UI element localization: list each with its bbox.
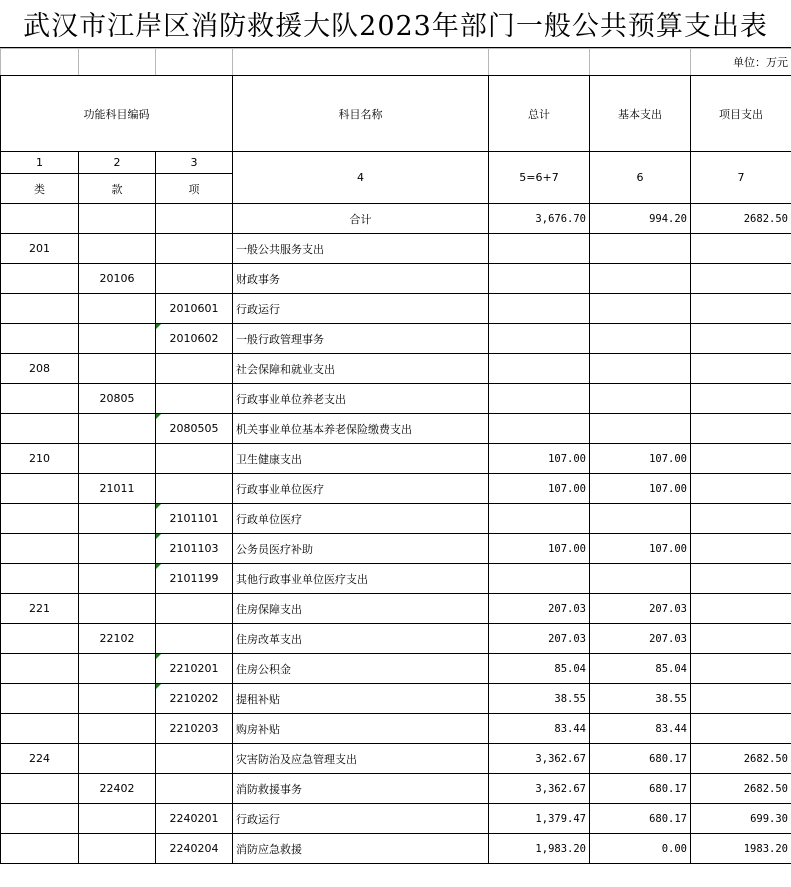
page-title: 武汉市江岸区消防救援大队2023年部门一般公共预算支出表 [23, 11, 768, 42]
cell-lei: 210 [1, 444, 79, 474]
table-row [1, 624, 791, 654]
table-row [1, 804, 791, 834]
cell-total: 207.03 [489, 624, 590, 654]
cell-lei [1, 534, 79, 564]
cell-xiang [156, 774, 233, 804]
cell-total [489, 354, 590, 384]
cell-kuan [79, 654, 156, 684]
header-basic: 基本支出 [590, 76, 691, 152]
cell-name: 消防救援事务 [233, 774, 489, 804]
cell-kuan [79, 534, 156, 564]
cell-comment-marker [156, 414, 161, 419]
cell-basic: 107.00 [590, 474, 691, 504]
header-project: 项目支出 [691, 76, 791, 152]
cell-name: 社会保障和就业支出 [233, 354, 489, 384]
cell-comment-marker [156, 324, 161, 329]
header-xiang: 项 [156, 174, 233, 204]
header-number-row [1, 152, 791, 174]
header-code-group: 功能科目编码 [1, 76, 233, 152]
cell-name: 行政事业单位养老支出 [233, 384, 489, 414]
cell-project [691, 654, 791, 684]
table-row [1, 474, 791, 504]
cell-basic [590, 354, 691, 384]
header-name: 科目名称 [233, 76, 489, 152]
table-row [1, 744, 791, 774]
cell-basic [590, 564, 691, 594]
cell-comment-marker [156, 564, 161, 569]
table-row [1, 714, 791, 744]
summary-lei [1, 204, 79, 234]
header-kuan: 款 [79, 174, 156, 204]
cell-kuan: 22102 [79, 624, 156, 654]
table-row [1, 414, 791, 444]
cell-name: 公务员医疗补助 [233, 534, 489, 564]
cell-name: 住房公积金 [233, 654, 489, 684]
table-row [1, 564, 791, 594]
cell-xiang: 2010602 [156, 324, 233, 354]
cell-basic [590, 264, 691, 294]
budget-table [0, 48, 791, 864]
cell-name: 一般行政管理事务 [233, 324, 489, 354]
cell-lei [1, 834, 79, 864]
cell-project [691, 504, 791, 534]
cell-xiang: 2101101 [156, 504, 233, 534]
cell-kuan [79, 504, 156, 534]
cell-total [489, 264, 590, 294]
cell-name: 其他行政事业单位医疗支出 [233, 564, 489, 594]
cell-xiang: 2210203 [156, 714, 233, 744]
cell-kuan [79, 444, 156, 474]
cell-kuan: 20106 [79, 264, 156, 294]
cell-project: 699.30 [691, 804, 791, 834]
cell-lei [1, 474, 79, 504]
cell-total [489, 564, 590, 594]
cell-total [489, 294, 590, 324]
cell-project [691, 714, 791, 744]
cell-lei [1, 654, 79, 684]
cell-comment-marker [156, 534, 161, 539]
cell-comment-marker [156, 654, 161, 659]
cell-lei [1, 804, 79, 834]
cell-project [691, 384, 791, 414]
header-num-xiang: 3 [156, 152, 233, 174]
cell-kuan [79, 714, 156, 744]
cell-total [489, 504, 590, 534]
cell-lei [1, 684, 79, 714]
table-row [1, 504, 791, 534]
summary-total: 3,676.70 [489, 204, 590, 234]
table-row [1, 594, 791, 624]
cell-kuan [79, 414, 156, 444]
cell-name: 行政运行 [233, 294, 489, 324]
cell-xiang: 2080505 [156, 414, 233, 444]
spacer-cell [590, 49, 691, 76]
cell-project [691, 534, 791, 564]
unit-label: 单位：万元 [691, 49, 791, 76]
cell-total: 3,362.67 [489, 774, 590, 804]
cell-basic: 107.00 [590, 534, 691, 564]
cell-name: 行政运行 [233, 804, 489, 834]
cell-kuan [79, 834, 156, 864]
cell-name: 卫生健康支出 [233, 444, 489, 474]
header-num-total: 5=6+7 [489, 152, 590, 204]
table-row [1, 534, 791, 564]
cell-kuan: 22402 [79, 774, 156, 804]
cell-basic: 207.03 [590, 594, 691, 624]
cell-name: 购房补贴 [233, 714, 489, 744]
cell-kuan [79, 294, 156, 324]
header-lei: 类 [1, 174, 79, 204]
summary-basic: 994.20 [590, 204, 691, 234]
table-row [1, 324, 791, 354]
table-row [1, 654, 791, 684]
table-row [1, 294, 791, 324]
header-num-lei: 1 [1, 152, 79, 174]
cell-basic: 680.17 [590, 744, 691, 774]
table-row [1, 684, 791, 714]
cell-lei [1, 294, 79, 324]
cell-xiang: 2101103 [156, 534, 233, 564]
cell-total: 85.04 [489, 654, 590, 684]
header-row [1, 76, 791, 152]
cell-xiang: 2210202 [156, 684, 233, 714]
table-row [1, 234, 791, 264]
cell-basic: 107.00 [590, 444, 691, 474]
cell-basic [590, 384, 691, 414]
cell-name: 行政事业单位医疗 [233, 474, 489, 504]
cell-lei [1, 624, 79, 654]
table-row [1, 774, 791, 804]
cell-project [691, 264, 791, 294]
summary-kuan [79, 204, 156, 234]
cell-project [691, 324, 791, 354]
cell-name: 住房保障支出 [233, 594, 489, 624]
header-num-basic: 6 [590, 152, 691, 204]
cell-project [691, 294, 791, 324]
cell-name: 行政单位医疗 [233, 504, 489, 534]
cell-basic [590, 294, 691, 324]
cell-xiang: 2210201 [156, 654, 233, 684]
cell-project [691, 564, 791, 594]
spacer-cell [489, 49, 590, 76]
cell-project [691, 684, 791, 714]
cell-xiang [156, 384, 233, 414]
cell-name: 消防应急救援 [233, 834, 489, 864]
cell-project [691, 594, 791, 624]
cell-project: 2682.50 [691, 744, 791, 774]
cell-total: 107.00 [489, 534, 590, 564]
cell-total: 3,362.67 [489, 744, 590, 774]
cell-basic: 0.00 [590, 834, 691, 864]
cell-lei: 224 [1, 744, 79, 774]
cell-xiang: 2240201 [156, 804, 233, 834]
summary-project: 2682.50 [691, 204, 791, 234]
cell-xiang: 2240204 [156, 834, 233, 864]
cell-xiang [156, 744, 233, 774]
cell-total: 1,379.47 [489, 804, 590, 834]
cell-name: 财政事务 [233, 264, 489, 294]
table-row [1, 444, 791, 474]
cell-basic [590, 324, 691, 354]
cell-lei: 208 [1, 354, 79, 384]
cell-xiang [156, 474, 233, 504]
spacer-cell [1, 49, 79, 76]
cell-total [489, 384, 590, 414]
cell-basic [590, 234, 691, 264]
cell-lei [1, 714, 79, 744]
header-num-project: 7 [691, 152, 791, 204]
cell-total: 207.03 [489, 594, 590, 624]
cell-lei [1, 564, 79, 594]
cell-total: 83.44 [489, 714, 590, 744]
cell-project [691, 354, 791, 384]
cell-name: 住房改革支出 [233, 624, 489, 654]
cell-total [489, 234, 590, 264]
cell-kuan: 21011 [79, 474, 156, 504]
cell-kuan [79, 744, 156, 774]
cell-total: 107.00 [489, 444, 590, 474]
cell-basic: 83.44 [590, 714, 691, 744]
cell-name: 机关事业单位基本养老保险缴费支出 [233, 414, 489, 444]
table-row [1, 264, 791, 294]
cell-basic: 38.55 [590, 684, 691, 714]
cell-xiang [156, 594, 233, 624]
spacer-cell [156, 49, 233, 76]
table-row [1, 384, 791, 414]
cell-xiang [156, 264, 233, 294]
cell-lei [1, 264, 79, 294]
cell-basic: 680.17 [590, 804, 691, 834]
spacer-row [1, 49, 791, 76]
table-row [1, 354, 791, 384]
cell-lei [1, 324, 79, 354]
cell-total [489, 414, 590, 444]
summary-row [1, 204, 791, 234]
table-row [1, 834, 791, 864]
cell-total: 38.55 [489, 684, 590, 714]
cell-kuan [79, 594, 156, 624]
cell-basic: 207.03 [590, 624, 691, 654]
cell-basic: 680.17 [590, 774, 691, 804]
cell-kuan [79, 564, 156, 594]
cell-kuan [79, 684, 156, 714]
cell-kuan [79, 234, 156, 264]
cell-total: 1,983.20 [489, 834, 590, 864]
cell-lei [1, 384, 79, 414]
cell-kuan [79, 804, 156, 834]
cell-lei: 221 [1, 594, 79, 624]
cell-comment-marker [156, 504, 161, 509]
cell-basic [590, 414, 691, 444]
cell-xiang [156, 354, 233, 384]
cell-lei: 201 [1, 234, 79, 264]
header-num-name: 4 [233, 152, 489, 204]
cell-lei [1, 504, 79, 534]
cell-xiang [156, 234, 233, 264]
cell-project [691, 444, 791, 474]
header-num-kuan: 2 [79, 152, 156, 174]
cell-project: 2682.50 [691, 774, 791, 804]
cell-project [691, 414, 791, 444]
cell-project [691, 474, 791, 504]
cell-basic: 85.04 [590, 654, 691, 684]
cell-xiang: 2101199 [156, 564, 233, 594]
header-total: 总计 [489, 76, 590, 152]
cell-xiang: 2010601 [156, 294, 233, 324]
cell-kuan [79, 324, 156, 354]
cell-name: 灾害防治及应急管理支出 [233, 744, 489, 774]
cell-project: 1983.20 [691, 834, 791, 864]
cell-lei [1, 414, 79, 444]
cell-comment-marker [156, 684, 161, 689]
cell-xiang [156, 444, 233, 474]
cell-total: 107.00 [489, 474, 590, 504]
cell-basic [590, 504, 691, 534]
cell-total [489, 324, 590, 354]
cell-lei [1, 774, 79, 804]
cell-kuan: 20805 [79, 384, 156, 414]
cell-kuan [79, 354, 156, 384]
cell-name: 提租补贴 [233, 684, 489, 714]
cell-project [691, 234, 791, 264]
cell-project [691, 624, 791, 654]
spacer-cell [233, 49, 489, 76]
cell-name: 一般公共服务支出 [233, 234, 489, 264]
cell-xiang [156, 624, 233, 654]
summary-label: 合计 [233, 204, 489, 234]
summary-xiang [156, 204, 233, 234]
spacer-cell [79, 49, 156, 76]
